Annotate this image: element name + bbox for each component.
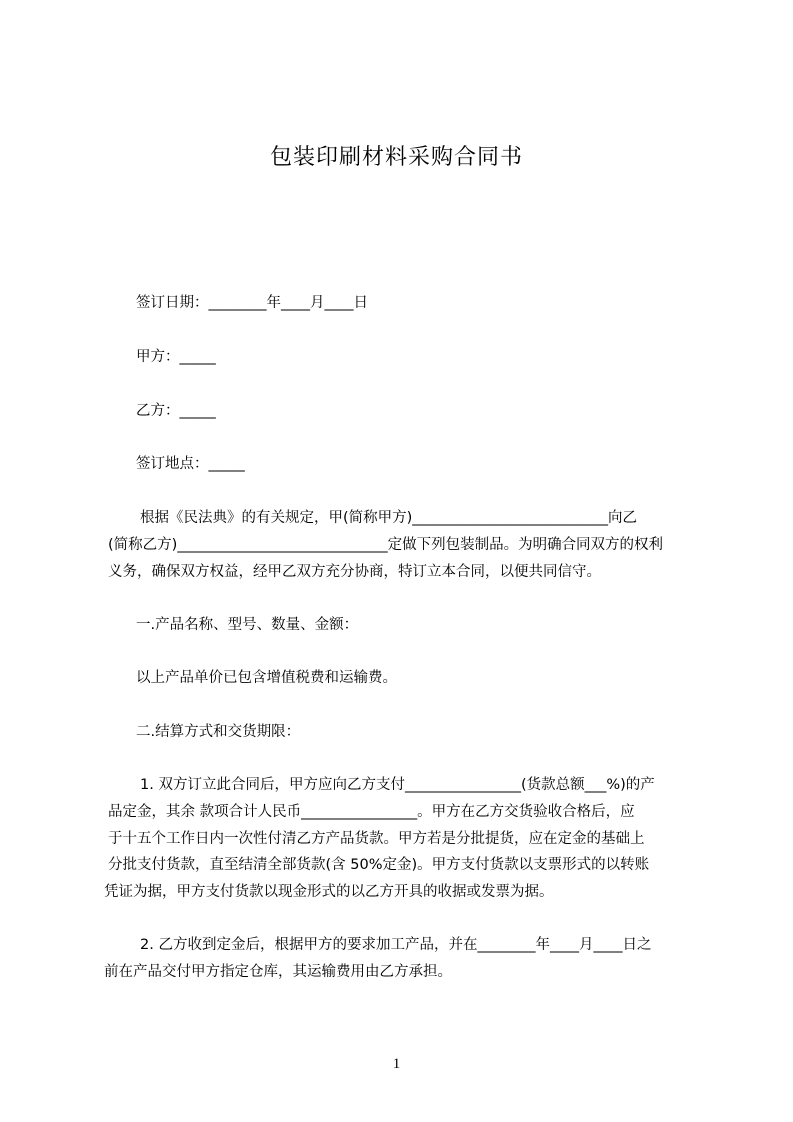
preamble-line-3: 义务，确保双方权益，经甲乙双方充分协商，特订立本合同，以便共同信守。	[108, 564, 601, 580]
clause-1-line-2: 品定金，其余 款项合计人民币________________。甲方在乙方交货验收合格后，应	[108, 804, 635, 820]
clause-2-line-2: 前在产品交付甲方指定仓库，其运输费用由乙方承担。	[104, 964, 452, 980]
clause-2-line-1: 2. 乙方收到定金后，根据甲方的要求加工产品，并在________年____月____日之	[140, 937, 652, 953]
clause-1-line-1: 1. 双方订立此合同后，甲方应向乙方支付________________(货款总额___%)的产	[140, 777, 655, 793]
document-title: 包装印刷材料采购合同书	[269, 145, 523, 170]
clause-1-line-3: 于十五个工作日内一次性付清乙方产品货款。甲方若是分批提货，应在定金的基础上	[108, 831, 645, 847]
clause-1-line-4: 分批支付货款，直至结清全部货款(含 50%定金)。甲方支付货款以支票形式的以转账	[108, 857, 650, 873]
section-2-heading: 二.结算方式和交货期限：	[136, 724, 301, 740]
signing-place-line: 签订地点：_____	[136, 456, 245, 472]
section-1-heading: 一.产品名称、型号、数量、金额：	[136, 617, 359, 633]
party-a-line: 甲方：_____	[136, 349, 216, 365]
clause-1-line-5: 凭证为据，甲方支付货款以现金形式的以乙方开具的收据或发票为据。	[104, 884, 554, 900]
page-number: 1	[392, 1056, 401, 1072]
price-note: 以上产品单价已包含增值税费和运输费。	[136, 670, 397, 686]
preamble-line-1: 根据《民法典》的有关规定，甲(简称甲方)___________________________向乙	[140, 510, 638, 526]
preamble-line-2: (简称乙方)_____________________________定做下列包装制品。为明确合同双方的权利	[108, 537, 664, 553]
party-b-line: 乙方：_____	[136, 403, 216, 419]
signing-date-line: 签订日期：________年____月____日	[136, 295, 368, 311]
